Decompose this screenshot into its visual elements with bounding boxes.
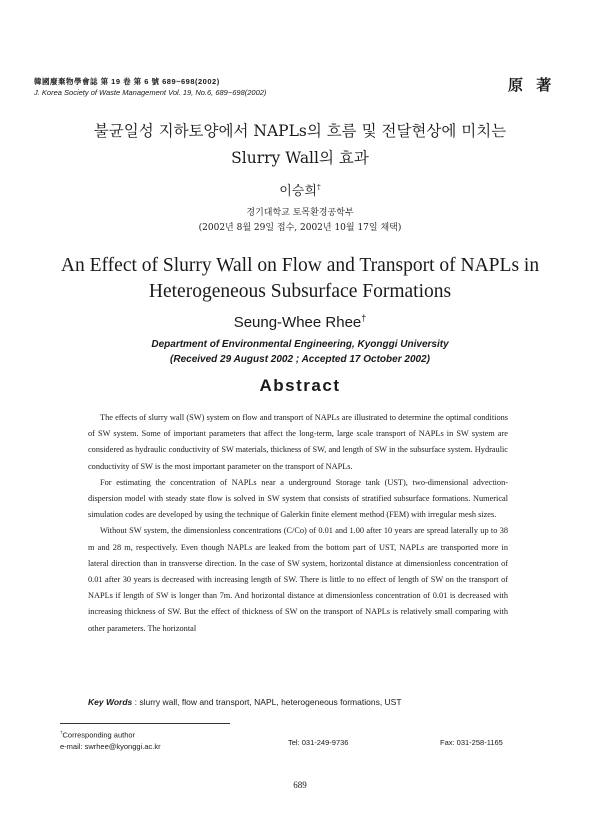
footnote-dagger: † [60,730,63,735]
keywords-value: slurry wall, flow and transport, NAPL, heterogeneous formations, UST [139,697,402,707]
footnote [60,727,161,752]
footnote-tel: Tel: 031-249-9736 [288,738,349,747]
abstract-paragraph: The effects of slurry wall (SW) system on flow and transport of NAPLs are illustrated to determine the optimal conditions of SW system. Some of important parameters that affect the long-term, large scale transport of NAPLs in SW system are considered as hydraulic conductivity of SW materials, thickness of SW, and length of SW in the subsurface system. Hydraulic conductivity of SW is the most important parameter on the transport of NAPLs. [88,413,508,471]
korean-title-line2: Slurry Wall의 효과 [231,149,369,167]
keywords-label: Key Words [88,697,133,707]
journal-korean-line: 韓國廢棄物學會誌 第 19 卷 第 6 號 689~698(2002) [34,77,220,86]
korean-title [0,118,600,172]
korean-affiliation: 경기대학교 토목환경공학부 [246,208,354,218]
corresponding-author-label: Corresponding author [62,730,136,740]
korean-author [0,180,600,199]
english-author-name: Seung-Whee Rhee [233,314,362,331]
english-title [0,253,600,305]
abstract-paragraph: For estimating the concentration of NAPLs near a underground Storage tank (UST), two-dimensional advection-dispersion model with steady state flow is solved in SW system that consists of stratified subsurface formations. Numerical simulation codes are developed by using the technique of Galerkin finite element method (FEM) with irregular mesh sizes. [88,477,508,520]
english-title-line2: Heterogeneous Subsurface Formations [148,281,452,302]
korean-author-name: 이승희 [279,184,317,199]
english-title-line1: An Effect of Slurry Wall on Flow and Transport of NAPLs in [60,255,540,276]
footnote-fax: Fax: 031-258-1165 [440,738,503,747]
korean-dates: (2002년 8월 29일 접수, 2002년 10월 17일 채택) [198,223,402,233]
journal-english-line: J. Korea Society of Waste Management Vol. 19, No.6, 689~698(2002) [34,88,267,97]
page-number: 689 [293,780,307,790]
korean-title-line1: 불균일성 지하토양에서 NAPLs의 흐름 및 전달현상에 미치는 [93,122,507,140]
english-dates: (Received 29 August 2002 ; Accepted 17 October 2002) [170,354,430,365]
keywords-separator: : [132,697,140,707]
korean-affiliation-block [0,206,600,236]
english-author [0,313,600,331]
footnote-rule [60,723,230,724]
abstract-body [88,410,508,637]
footnote-email: e-mail: swrhee@kyonggi.ac.kr [60,741,161,751]
keywords-line [88,697,402,707]
english-affiliation: Department of Environmental Engineering, Kyonggi University [151,339,449,350]
abstract-heading: Abstract [259,376,341,395]
journal-header [34,76,266,98]
abstract-paragraph: Without SW system, the dimensionless concentrations (C/Co) of 0.01 and 1.00 after 10 years are spread laterally up to 38 m and 28 m, respectively. Even though NAPLs are leaked from the bottom part of UST, NAPLs are transported more in lateral direction than in transverse direction. In the case of SW system, horizontal distance at dimensionless concentration of 0.01 after 30 years is decreased with increasing length of SW. There is little to no effect of length of SW on the transport of NAPLs if length of SW is longer than 7m. And horizontal distance at dimensionless concentration of 0.01 is decreased with increasing thickness of SW. But the effect of thickness of SW on the transport of NAPLs is relatively small comparing with other parameters. The horizontal [88,526,508,633]
author-dagger-en: † [361,313,367,323]
article-type-badge: 原 著 [508,76,556,94]
author-dagger: † [316,182,321,192]
english-affiliation-block [0,337,600,367]
